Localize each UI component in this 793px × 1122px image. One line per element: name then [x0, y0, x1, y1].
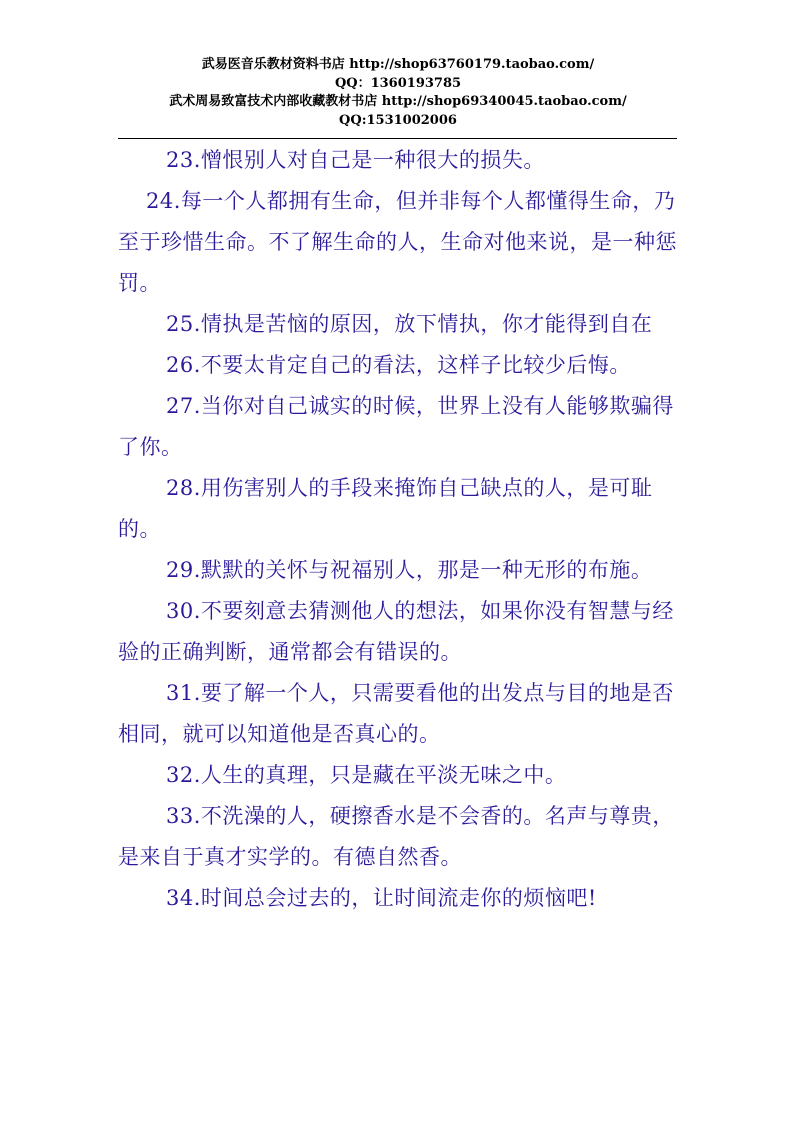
header-shop1-line: 武易医音乐教材资料书店 http://shop63760179.taobao.com/: [201, 57, 595, 72]
paragraph-34: 34.时间总会过去的，让时间流走你的烦恼吧!: [166, 886, 597, 910]
header-qq2-line: QQ:1531002006: [339, 112, 457, 128]
paragraph-26: 26.不要太肯定自己的看法，这样子比较少后悔。: [166, 353, 631, 377]
header-shop2-line: 武术周易致富技术内部收藏教材书店 http://shop69340045.taobao.com/: [169, 94, 627, 109]
paragraph-23: 23.憎恨别人对自己是一种很大的损失。: [166, 148, 545, 172]
paragraph-32: 32.人生的真理，只是藏在平淡无味之中。: [166, 763, 567, 787]
header-qq1-line: QQ：1360193785: [334, 75, 462, 91]
paragraph-33: 33.不洗澡的人，硬擦香水是不会香的。名声与尊贵，是来自于真才实学的。有德自然香。: [118, 804, 674, 869]
paragraph-25: 25.情执是苦恼的原因，放下情执，你才能得到自在: [166, 312, 653, 336]
paragraph-29: 29.默默的关怀与祝福别人，那是一种无形的布施。: [166, 558, 653, 582]
paragraph-24: 24.每一个人都拥有生命，但并非每个人都懂得生命，乃至于珍惜生命。不了解生命的人，生命对他来说，是一种惩罚。: [118, 189, 677, 295]
document-body: [118, 140, 678, 919]
paragraph-31: 31.要了解一个人，只需要看他的出发点与目的地是否相同，就可以知道他是否真心的。: [118, 681, 674, 746]
paragraph-27: 27.当你对自己诚实的时候，世界上没有人能够欺骗得了你。: [118, 394, 674, 459]
page-header: [118, 56, 678, 130]
paragraph-28: 28.用伤害别人的手段来掩饰自己缺点的人，是可耻的。: [118, 476, 653, 541]
header-divider: [118, 138, 677, 139]
paragraph-30: 30.不要刻意去猜测他人的想法，如果你没有智慧与经验的正确判断，通常都会有错误的。: [118, 599, 674, 664]
